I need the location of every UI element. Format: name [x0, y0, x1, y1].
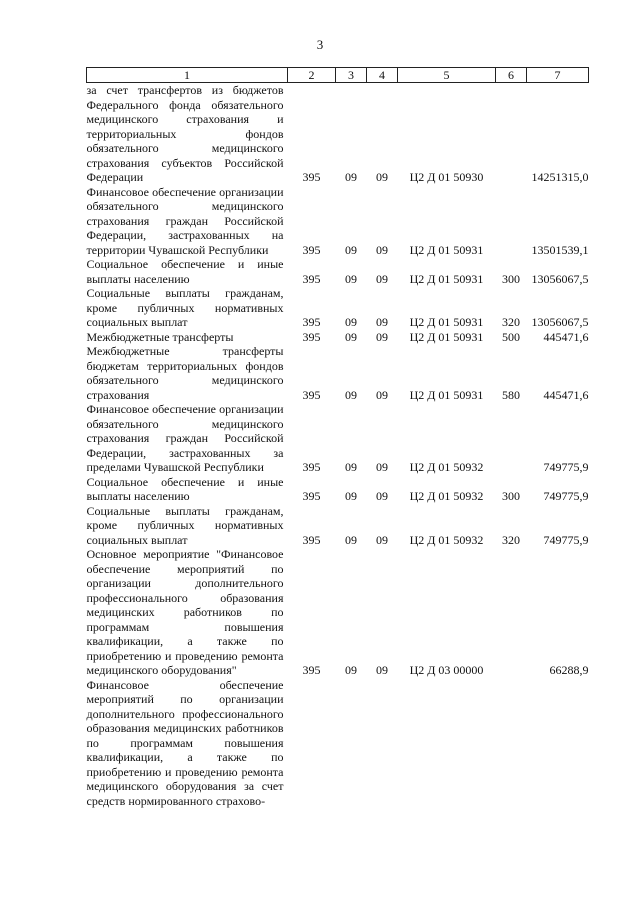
- chapter-code: 395: [302, 663, 321, 677]
- chapter-code: 395: [302, 271, 321, 286]
- subsection-code: 09: [376, 242, 388, 257]
- subsection-code: 09: [376, 532, 388, 547]
- section-code: 09: [345, 315, 357, 329]
- row-name: Социальные выплаты гражданам, кроме публичных нормативных социальных выплат: [86, 286, 284, 329]
- expense-type-code: 320: [502, 315, 520, 329]
- subsection-code: 09: [376, 663, 388, 677]
- expense-type-code: [496, 678, 527, 809]
- row-name: Основное мероприятие "Финансовое обеспечение мероприятий по организации дополнительного профессионального образования медицинских работников по программам повышения квалификации, а также по приобретению и проведению ремонта медицинского оборудования": [86, 547, 284, 677]
- target-article-code: Ц2 Д 01 50931: [409, 242, 484, 257]
- row-name: Социальные выплаты гражданам, кроме публичных нормативных социальных выплат: [86, 503, 284, 547]
- amount: 445471,6: [543, 329, 589, 344]
- amount: 14251315,0: [531, 170, 589, 184]
- expense-type-code: [496, 547, 527, 678]
- table-row: [87, 678, 589, 809]
- section-code: 09: [345, 242, 357, 257]
- column-header: 5: [398, 68, 496, 83]
- budget-table: [86, 67, 589, 808]
- expense-type-code: [496, 402, 527, 475]
- row-name: Социальное обеспечение и иные выплаты населению: [86, 474, 284, 503]
- subsection-code: 09: [376, 170, 388, 184]
- chapter-code: 395: [302, 329, 321, 344]
- subsection-code: 09: [376, 489, 388, 503]
- chapter-code: 395: [302, 460, 321, 474]
- amount: [527, 678, 589, 809]
- chapter-code: 395: [302, 532, 321, 547]
- row-name: Межбюджетные трансферты: [86, 329, 234, 344]
- expense-type-code: 580: [502, 387, 520, 402]
- expense-type-code: 300: [502, 271, 520, 286]
- table-row: [87, 185, 589, 258]
- row-name: Межбюджетные трансферты бюджетам территориальных фондов обязательного медицинского страхования: [86, 344, 284, 402]
- table-row: [87, 504, 589, 548]
- column-header: 6: [496, 68, 527, 83]
- column-header: 7: [527, 68, 589, 83]
- row-name: за счет трансфертов из бюджетов Федерального фонда обязательного медицинского страхования и территориальных фондов обязательного медицинского страхования субъектов Российской Федерации: [86, 83, 284, 184]
- table-row: [87, 547, 589, 678]
- table-row: [87, 83, 589, 185]
- expense-type-code: [496, 83, 527, 185]
- amount: 749775,9: [543, 532, 589, 547]
- target-article-code: Ц2 Д 01 50932: [409, 489, 484, 503]
- target-article-code: Ц2 Д 01 50931: [409, 329, 484, 344]
- table-row: [87, 257, 589, 286]
- table-row: [87, 475, 589, 504]
- section-code: 09: [345, 532, 357, 547]
- column-number-row: [87, 68, 589, 83]
- subsection-code: [367, 678, 398, 809]
- column-header: 4: [367, 68, 398, 83]
- target-article-code: Ц2 Д 01 50931: [409, 315, 484, 329]
- target-article-code: Ц2 Д 01 50931: [409, 387, 484, 402]
- target-article-code: Ц2 Д 01 50931: [409, 271, 484, 286]
- chapter-code: 395: [302, 489, 321, 503]
- section-code: [336, 678, 367, 809]
- target-article-code: Ц2 Д 01 50932: [409, 532, 484, 547]
- section-code: 09: [345, 271, 357, 286]
- row-name: Социальное обеспечение и иные выплаты населению: [86, 257, 284, 286]
- column-header: 2: [288, 68, 336, 83]
- chapter-code: [288, 678, 336, 809]
- subsection-code: 09: [376, 329, 388, 344]
- section-code: 09: [345, 329, 357, 344]
- amount: 13056067,5: [531, 315, 589, 329]
- subsection-code: 09: [376, 315, 388, 329]
- row-name: Финансовое обеспечение организации обязательного медицинского страхования граждан Российской Федерации, застрахованных за пределами Чувашской Республики: [86, 402, 284, 474]
- expense-type-code: 320: [502, 532, 520, 547]
- section-code: 09: [345, 387, 357, 402]
- subsection-code: 09: [376, 271, 388, 286]
- table-row: [87, 286, 589, 330]
- expense-type-code: 300: [502, 489, 520, 503]
- section-code: 09: [345, 489, 357, 503]
- subsection-code: 09: [376, 387, 388, 402]
- page-number: 3: [316, 37, 324, 52]
- amount: 13056067,5: [531, 271, 589, 286]
- table-row: [87, 402, 589, 475]
- section-code: 09: [345, 460, 357, 474]
- expense-type-code: 500: [502, 329, 520, 344]
- chapter-code: 395: [302, 387, 321, 402]
- column-header: 1: [87, 68, 288, 83]
- chapter-code: 395: [302, 315, 321, 329]
- amount: 749775,9: [543, 489, 589, 503]
- amount: 445471,6: [543, 387, 589, 402]
- chapter-code: 395: [302, 170, 321, 184]
- target-article-code: Ц2 Д 01 50932: [409, 460, 484, 474]
- row-name: Финансовое обеспечение организации обязательного медицинского страхования граждан Российской Федерации, застрахованных на территории Чувашской Республики: [86, 184, 284, 257]
- expense-type-code: [496, 185, 527, 258]
- amount: 66288,9: [549, 663, 589, 677]
- chapter-code: 395: [302, 242, 321, 257]
- target-article-code: Ц2 Д 03 00000: [409, 663, 484, 677]
- column-header: 3: [336, 68, 367, 83]
- section-code: 09: [345, 663, 357, 677]
- section-code: 09: [345, 170, 357, 184]
- subsection-code: 09: [376, 460, 388, 474]
- amount: 13501539,1: [531, 242, 589, 257]
- amount: 749775,9: [543, 460, 589, 474]
- table-row: [87, 330, 589, 345]
- target-article-code: Ц2 Д 01 50930: [409, 170, 484, 184]
- target-article-code: [398, 678, 496, 809]
- row-name: Финансовое обеспечение мероприятий по организации дополнительного профессионального образования медицинских работников по программам повышения квалификации, а также по приобретению и проведению ремонта медицинского оборудования за счет средств нормированного страхово-: [86, 677, 284, 808]
- table-row: [87, 344, 589, 402]
